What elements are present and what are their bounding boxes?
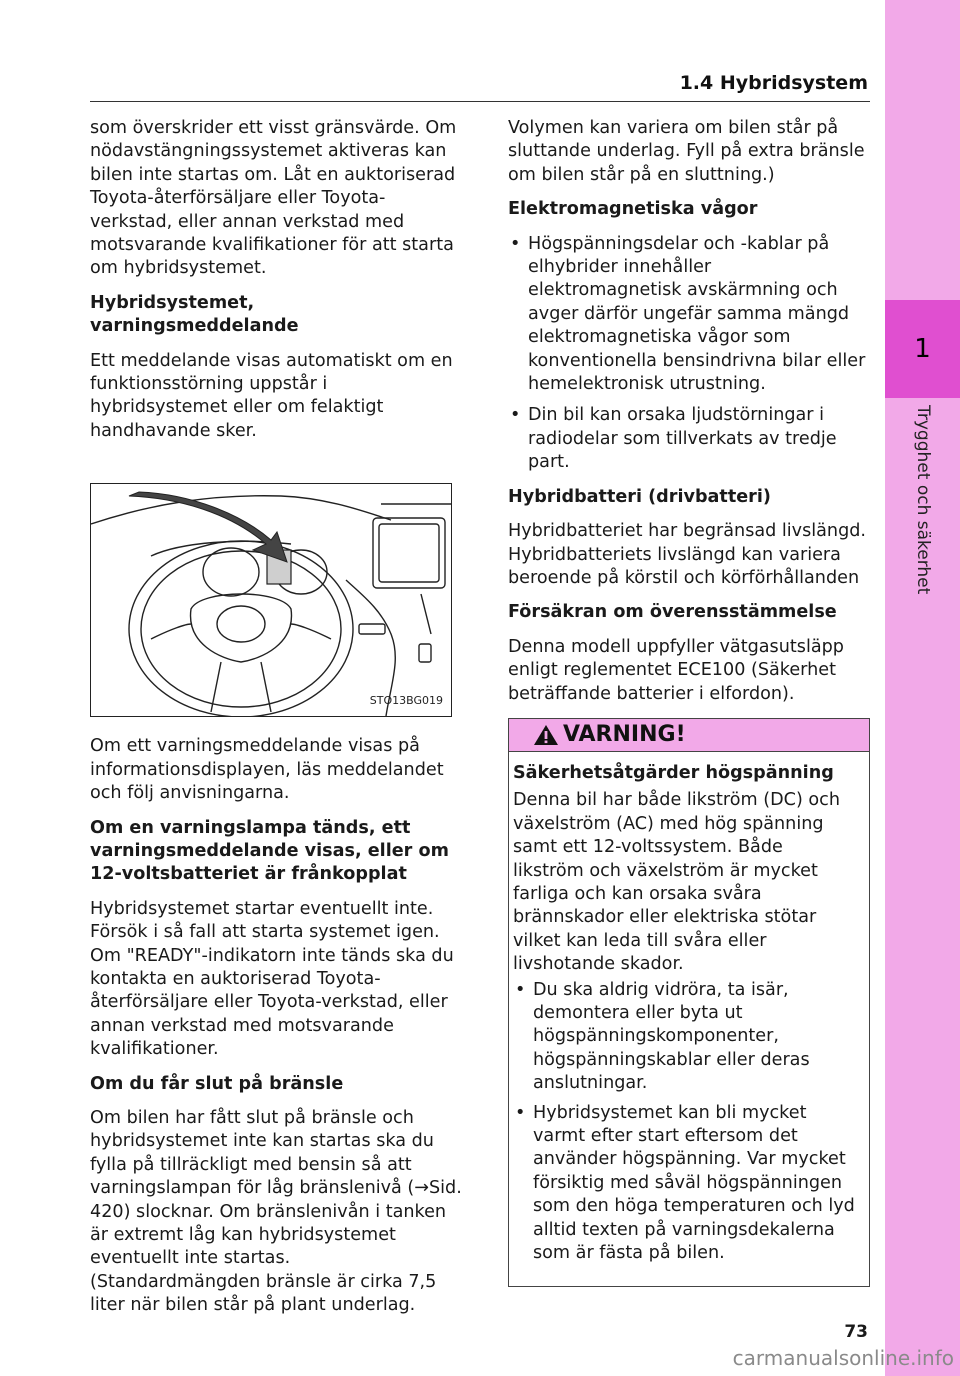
warning-heading: Säkerhetsåtgärder högspänning [513,762,834,783]
page-number: 73 [844,1322,868,1342]
header-rule [90,101,870,102]
right-column [508,117,870,1287]
warning-text: Denna bil har både likström (DC) och växelström (AC) med hög spänning samt ett 12-voltssystem. Både likström och växelström är mycket farliga och kan orsaka svåra brännskador eller elektriska stötar vilket kan leda till svåra eller livshotande skador. [513,790,840,975]
paragraph: som överskrider ett visst gränsvärde. Om nödavstängningssystemet aktiveras kan bilen inte startas om. Låt en auktoriserad Toyota-återförsäljare eller Toyota-verkstad, eller annan verkstad med motsvarande kvalifikationer för att starta om hybridsystemet. [90,118,457,279]
warning-triangle-icon [533,724,559,746]
list-item: • Hybridsystemet kan bli mycket varmt efter start eftersom det använder högspänning. Var mycket försiktig med såväl högspänningen som den höga temperaturen och lyd alltid texten på varningsdekalerna som är fästa på bilen. [513,1102,857,1266]
paragraph: Hybridbatteriet har begränsad livslängd. Hybridbatteriets livslängd kan variera beroende på körstil och körförhållanden [508,521,867,588]
subheading: Hybridbatteri (drivbatteri) [508,486,771,507]
subheading: Försäkran om överensstämmelse [508,602,837,623]
warning-label: VARNING! [563,722,686,748]
subheading: Om en varningslampa tänds, ett varningsmeddelande visas, eller om 12-voltsbatteriet är frånkopplat [90,817,449,885]
warning-bullet-list [513,979,857,1266]
bullet-list [508,233,870,475]
warning-body [509,752,869,1287]
warning-header [509,719,869,752]
paragraph: Ett meddelande visas automatiskt om en funktionsstörning uppstår i hybridsystemet eller om felaktigt handhavande sker. [90,350,453,441]
paragraph: Hybridsystemet startar eventuellt inte. Försök i så fall att starta systemet igen. Om "READY"-indikatorn inte tänds ska du kontakta en auktoriserad Toyota-återförsäljare eller Toyota-verkstad, eller annan verkstad med motsvarande kvalifikationer. [90,898,454,1060]
steering-wheel-illustration [91,484,451,716]
warning-box [508,718,870,1288]
chapter-title: Trygghet och säkerhet [913,405,933,595]
chapter-tab-strip [885,0,960,1376]
dashboard-illustration [90,483,452,717]
list-item: • Du ska aldrig vidröra, ta isär, demontera eller byta ut högspänningskomponenter, högspänningskablar eller deras anslutningar. [513,979,857,1096]
section-title: 1.4 Hybridsystem [679,72,868,94]
left-column [90,117,462,1329]
subheading: Hybridsystemet, varningsmeddelande [90,292,299,337]
paragraph: Denna modell uppfyller vätgasutsläpp enligt reglementet ECE100 (Säkerhet beträffande batterier i elfordon). [508,636,844,704]
list-item: • Din bil kan orsaka ljudstörningar i radiodelar som tillverkats av tredje part. [508,404,870,474]
paragraph: Volymen kan variera om bilen står på sluttande underlag. Fyll på extra bränsle om bilen står på en sluttning.) [508,118,865,185]
figure-code: STO13BG019 [369,693,443,707]
paragraph: Om bilen har fått slut på bränsle och hybridsystemet inte kan startas ska du fylla på tillräckligt med bensin så att varningslampan för låg bränslenivå (→Sid. 420) slocknar. Om bränslenivån i tanken är extremt låg kan hybridsystemet eventuellt inte startas. (Standardmängden bränsle är cirka 7,5 liter när bilen står på plant underlag. [90,1107,462,1316]
subheading: Elektromagnetiska vågor [508,199,758,220]
subheading: Om du får slut på bränsle [90,1073,344,1094]
paragraph: Om ett varningsmeddelande visas på informationsdisplayen, läs meddelandet och följ anvisningarna. [90,736,444,804]
chapter-number: 1 [914,334,931,364]
watermark: carmanualsonline.info [732,1346,954,1370]
list-item: • Högspänningsdelar och -kablar på elhybrider innehåller elektromagnetisk avskärmning och avger därför ungefär samma mängd elektromagnetiska vågor som konventionella bensindrivna bilar eller hemelektronisk utrustning. [508,233,870,397]
chapter-number-box [885,300,960,398]
